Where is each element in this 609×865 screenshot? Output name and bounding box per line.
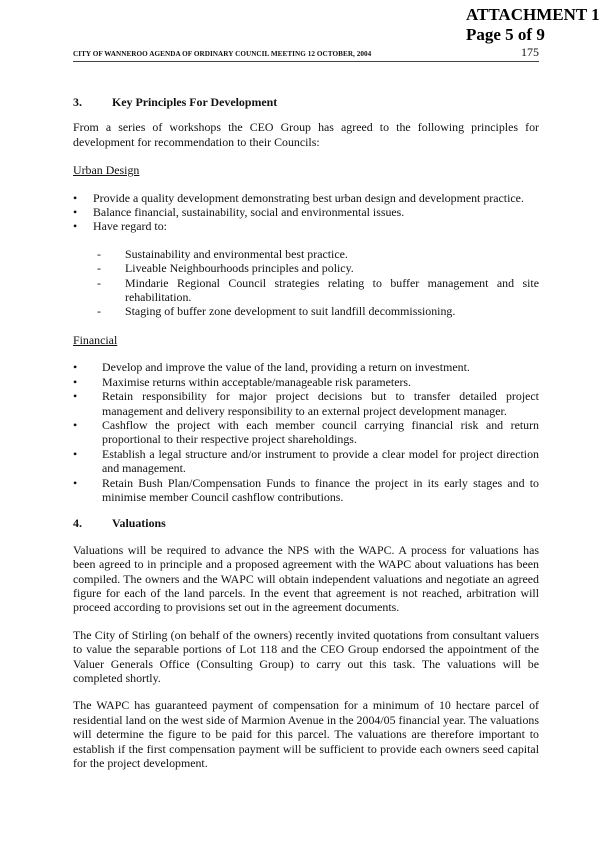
section-number: 4. bbox=[73, 516, 82, 531]
document-body bbox=[73, 95, 539, 770]
regard-sublist bbox=[73, 247, 539, 319]
list-item: - Sustainability and environmental best practice. bbox=[73, 247, 539, 261]
attachment-title: ATTACHMENT 1 bbox=[466, 5, 600, 24]
list-item: • Establish a legal structure and/or instrument to provide a clear model for project direction and management. bbox=[73, 447, 539, 476]
paragraph: Valuations will be required to advance the NPS with the WAPC. A process for valuations has been agreed to in principle and a proposed agreement with the WAPC about valuations has been compiled. The owners and the WAPC will obtain independent valuations and negotiate an agreed figure for each of the land parcels. In the event that agreement is not reached, arbitration will proceed according to provisions set out in the agreement documents. bbox=[73, 542, 539, 615]
running-title: CITY OF WANNEROO AGENDA OF ORDINARY COUNCIL MEETING 12 OCTOBER, 2004 bbox=[73, 50, 372, 58]
list-item: • Maximise returns within acceptable/manageable risk parameters. bbox=[73, 375, 539, 389]
urban-design-heading: Urban Design bbox=[73, 163, 140, 178]
list-item: • Retain Bush Plan/Compensation Funds to finance the project in its early stages and to minimise member Council cashflow contributions. bbox=[73, 476, 539, 505]
page-header bbox=[73, 47, 539, 62]
section-4-heading bbox=[73, 516, 539, 530]
list-item: • Retain responsibility for major project decisions but to transfer detailed project management and delivery responsibility to an external project development manager. bbox=[73, 389, 539, 418]
list-item: • Develop and improve the value of the land, providing a return on investment. bbox=[73, 360, 539, 374]
page-number: 175 bbox=[521, 45, 539, 59]
attachment-page: Page 5 of 9 bbox=[466, 25, 545, 44]
list-item: - Liveable Neighbourhoods principles and policy. bbox=[73, 261, 539, 275]
list-item: • Provide a quality development demonstrating best urban design and development practice. bbox=[73, 191, 539, 205]
section-title: Valuations bbox=[112, 516, 166, 531]
section-3-heading bbox=[73, 95, 539, 109]
section-number: 3. bbox=[73, 95, 82, 109]
list-item: - Mindarie Regional Council strategies relating to buffer management and site rehabilitation. bbox=[73, 276, 539, 305]
financial-list bbox=[73, 360, 539, 504]
list-item: • Balance financial, sustainability, social and environmental issues. bbox=[73, 205, 539, 219]
list-item: • Have regard to: bbox=[73, 219, 539, 233]
list-item: • Cashflow the project with each member council carrying financial risk and return proportional to their respective project shareholdings. bbox=[73, 418, 539, 447]
paragraph: The City of Stirling (on behalf of the owners) recently invited quotations from consultant valuers to value the separable portions of Lot 118 and the CEO Group endorsed the appointment of the Valuer Generals Office (Consulting Group) to carry out this task. The valuations will be completed shortly. bbox=[73, 627, 539, 685]
urban-design-list bbox=[73, 191, 539, 234]
paragraph: The WAPC has guaranteed payment of compensation for a minimum of 10 hectare parcel of residential land on the west side of Marmion Avenue in the 2004/05 financial year. The valuations will determine the figure to be paid for this parcel. The valuations are therefore important to establish if the first compensation payment will be sufficient to provide each owners seed capital for the project development. bbox=[73, 698, 539, 771]
section-3-intro: From a series of workshops the CEO Group has agreed to the following principles for development for recommendation to their Councils: bbox=[73, 120, 539, 149]
list-item: - Staging of buffer zone development to suit landfill decommissioning. bbox=[73, 304, 539, 318]
attachment-label bbox=[466, 5, 600, 45]
financial-heading: Financial bbox=[73, 332, 118, 347]
section-title: Key Principles For Development bbox=[112, 95, 278, 109]
